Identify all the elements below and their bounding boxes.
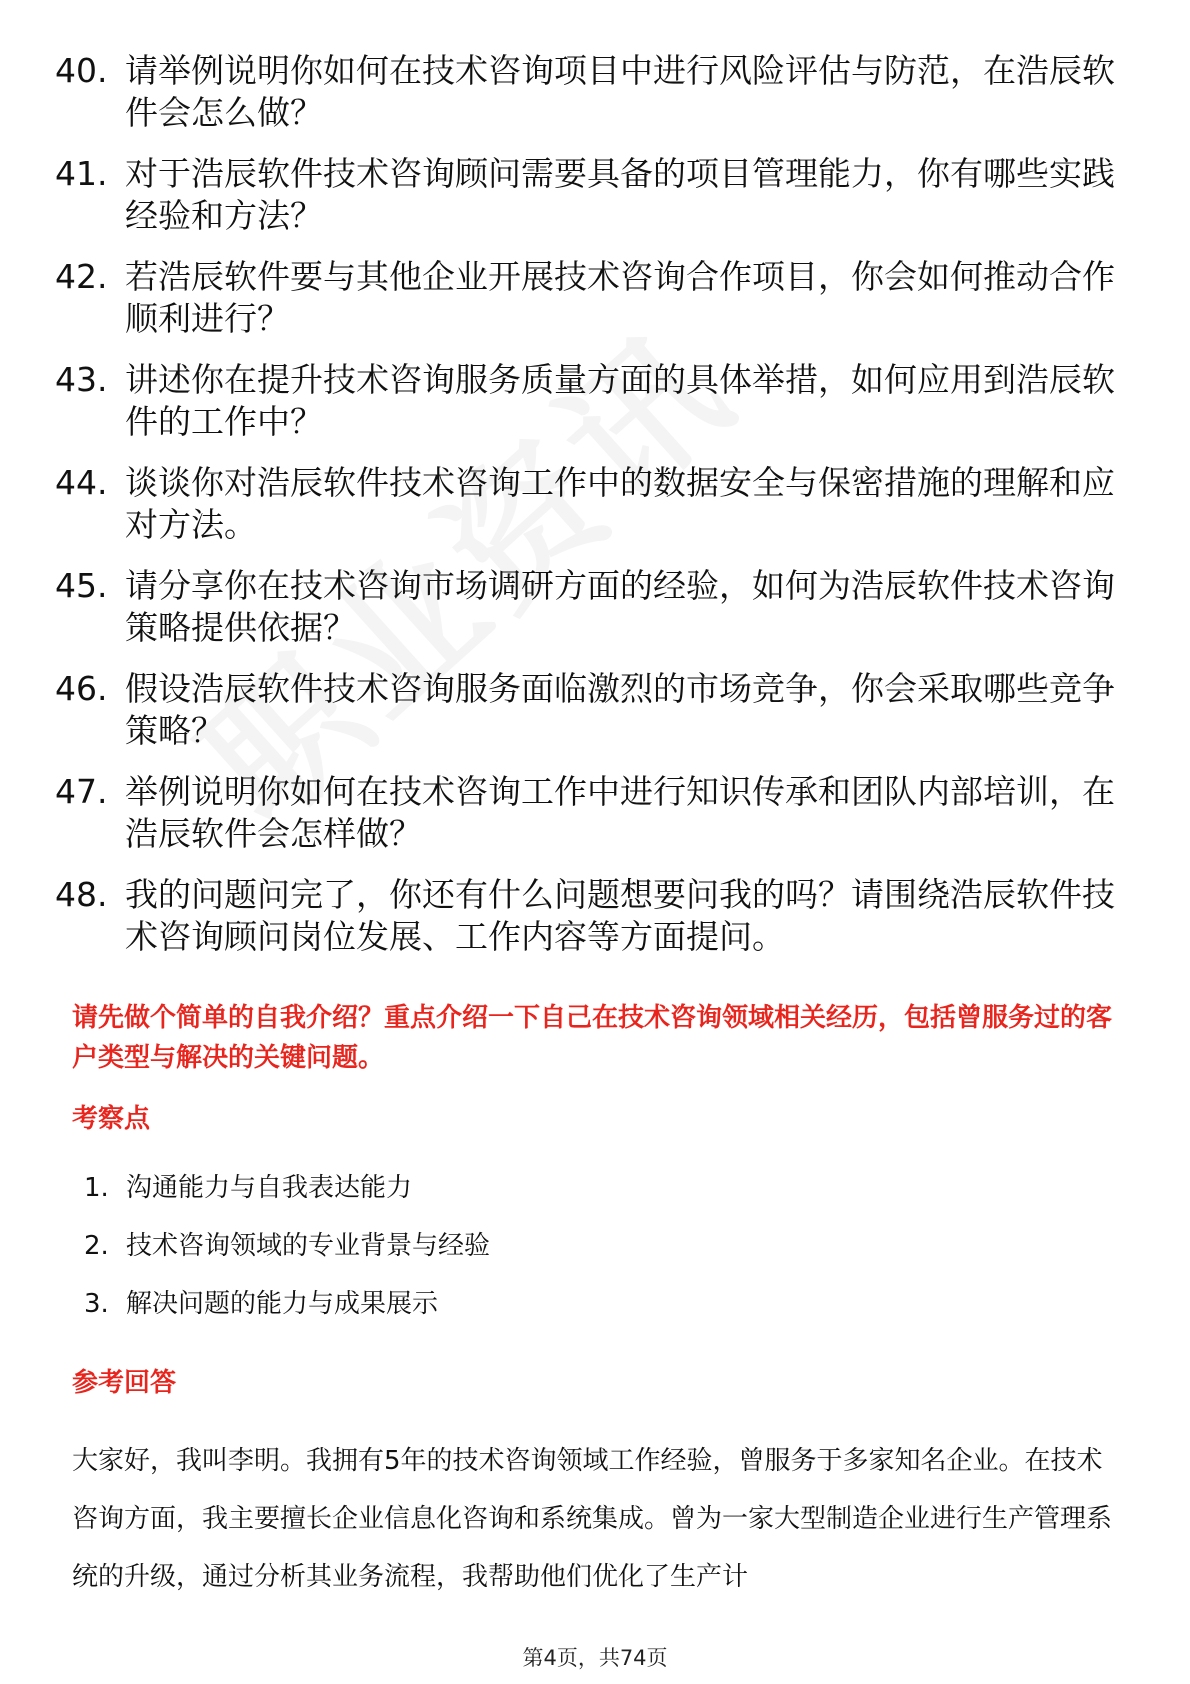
question-number: 46.: [55, 669, 108, 708]
question-item: [55, 153, 1125, 237]
question-text: 假设浩辰软件技术咨询服务面临激烈的市场竞争，你会采取哪些竞争策略？: [125, 669, 1115, 750]
point-text: 技术咨询领域的专业背景与经验: [126, 1231, 491, 1261]
reference-answer-title: 参考回答: [72, 1368, 177, 1398]
point-number: 3.: [84, 1289, 109, 1319]
question-text: 我的问题问完了，你还有什么问题想要问我的吗？请围绕浩辰软件技术咨询顾问岗位发展、工作内容等方面提问。: [125, 875, 1115, 956]
question-number: 45.: [55, 566, 108, 605]
question-item: [55, 565, 1125, 649]
question-number: 44.: [55, 463, 108, 502]
question-text: 对于浩辰软件技术咨询顾问需要具备的项目管理能力，你有哪些实践经验和方法？: [125, 154, 1115, 235]
question-number: 43.: [55, 360, 108, 399]
question-item: [55, 462, 1125, 546]
assessment-point: [84, 1168, 490, 1208]
reference-answer-text: 大家好，我叫李明。我拥有5年的技术咨询领域工作经验，曾服务于多家知名企业。在技术咨询方面，我主要擅长企业信息化咨询和系统集成。曾为一家大型制造企业进行生产管理系统的升级，通过分析其业务流程，我帮助他们优化了生产计: [72, 1446, 1113, 1592]
question-text: 若浩辰软件要与其他企业开展技术咨询合作项目，你会如何推动合作顺利进行？: [125, 257, 1115, 338]
question-item: [55, 874, 1125, 958]
assessment-point: [84, 1226, 490, 1266]
question-item: [55, 771, 1125, 855]
question-item: [55, 50, 1125, 134]
question-number: 40.: [55, 51, 108, 90]
point-number: 2.: [84, 1231, 109, 1261]
question-number: 41.: [55, 154, 108, 193]
question-text: 举例说明你如何在技术咨询工作中进行知识传承和团队内部培训，在浩辰软件会怎样做？: [125, 772, 1115, 853]
question-item: [55, 668, 1125, 752]
page-footer: 第4页，共74页: [522, 1646, 668, 1670]
assessment-points-list: [84, 1168, 490, 1342]
question-item: [55, 256, 1125, 340]
question-text: 谈谈你对浩辰软件技术咨询工作中的数据安全与保密措施的理解和应对方法。: [125, 463, 1115, 544]
question-list: [55, 50, 1125, 977]
question-number: 42.: [55, 257, 108, 296]
assessment-points-title: 考察点: [72, 1104, 151, 1134]
featured-question: 请先做个简单的自我介绍？重点介绍一下自己在技术咨询领域相关经历，包括曾服务过的客户类型与解决的关键问题。: [72, 1003, 1113, 1073]
question-text: 讲述你在提升技术咨询服务质量方面的具体举措，如何应用到浩辰软件的工作中？: [125, 360, 1115, 441]
assessment-point: [84, 1284, 490, 1324]
question-text: 请分享你在技术咨询市场调研方面的经验，如何为浩辰软件技术咨询策略提供依据？: [125, 566, 1115, 647]
point-number: 1.: [84, 1173, 109, 1203]
question-number: 48.: [55, 875, 108, 914]
point-text: 解决问题的能力与成果展示: [126, 1289, 439, 1319]
question-number: 47.: [55, 772, 108, 811]
question-item: [55, 359, 1125, 443]
point-text: 沟通能力与自我表达能力: [126, 1173, 413, 1203]
question-text: 请举例说明你如何在技术咨询项目中进行风险评估与防范，在浩辰软件会怎么做？: [125, 51, 1115, 132]
